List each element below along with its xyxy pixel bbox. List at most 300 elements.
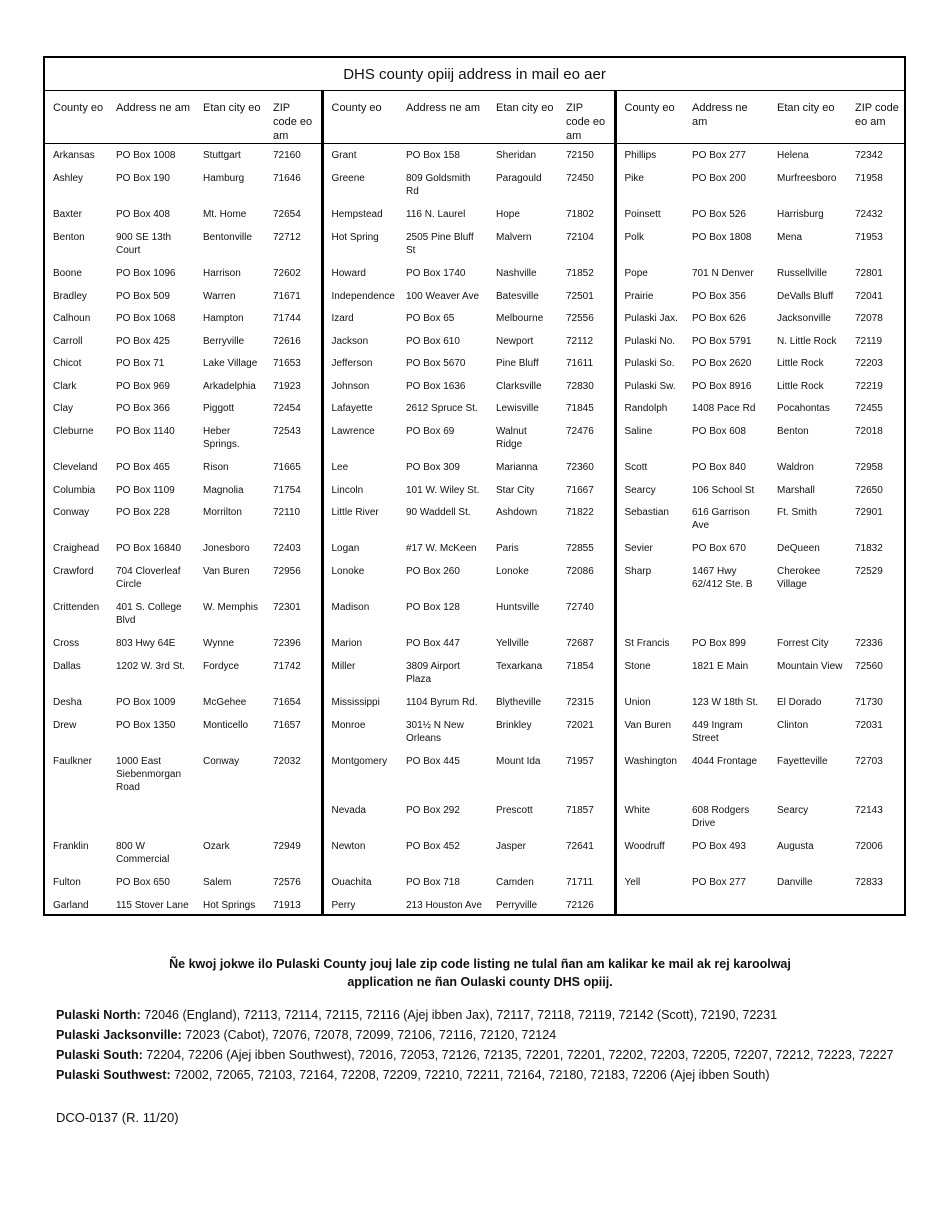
table-cell <box>847 894 905 915</box>
table-cell: Union <box>615 691 684 714</box>
table-cell: 72703 <box>855 755 883 767</box>
table-cell: 71646 <box>273 172 301 184</box>
table-cell: Madison <box>322 596 398 632</box>
table-cell: Blytheville <box>496 696 542 708</box>
pulaski-jacksonville-zips: 72023 (Cabot), 72076, 72078, 72099, 72106, 72116, 72120, 72124 <box>181 1028 557 1042</box>
table-cell <box>769 596 847 632</box>
table-cell: Huntsville <box>496 601 540 613</box>
table-cell: Cleburne <box>53 425 94 437</box>
table-cell: Sheridan <box>496 150 537 161</box>
table-cell: 71654 <box>273 696 301 708</box>
table-cell: Calhoun <box>53 312 91 324</box>
table-cell <box>615 596 684 632</box>
table-row <box>44 632 905 655</box>
table-cell: PO Box 1636 <box>406 380 466 392</box>
table-title: DHS county opiij address in mail eo aer <box>44 57 905 91</box>
table-cell <box>44 799 108 835</box>
table-row <box>44 330 905 352</box>
table-cell: 72650 <box>855 484 883 496</box>
pulaski-jacksonville-label: Pulaski Jacksonville: <box>56 1028 182 1042</box>
table-cell: Howard <box>322 262 398 285</box>
table-cell: 71958 <box>855 172 883 184</box>
table-cell: 72560 <box>855 660 883 672</box>
table-cell: 1408 Pace Rd <box>692 402 756 414</box>
table-cell: Perryville <box>496 899 538 911</box>
table-cell: Marion <box>322 632 398 655</box>
table-cell: Pulaski So. <box>615 352 684 375</box>
table-cell: PO Box 1140 <box>116 425 175 437</box>
table-cell: Lewisville <box>496 402 539 414</box>
table-cell: Baxter <box>53 208 82 220</box>
table-cell: Fulton <box>53 876 81 888</box>
table-cell: 90 Waddell St. <box>406 506 471 518</box>
table-cell: PO Box 2620 <box>692 357 752 369</box>
column-header: Address ne am <box>684 91 769 144</box>
table-cell: 72476 <box>566 425 594 437</box>
table-cell: PO Box 277 <box>692 150 746 161</box>
table-cell: Paris <box>496 542 519 554</box>
table-cell: Heber Springs. <box>203 425 240 450</box>
table-cell: Johnson <box>322 375 398 397</box>
table-cell: Van Buren <box>615 714 684 750</box>
table-cell: Mena <box>777 231 803 243</box>
table-cell: Garland <box>53 899 89 911</box>
table-cell: Ouachita <box>322 871 398 894</box>
table-cell: Mississippi <box>322 691 398 714</box>
table-cell: Monticello <box>203 719 249 731</box>
table-cell: PO Box 1740 <box>406 267 466 279</box>
table-cell: Mt. Home <box>203 208 247 220</box>
table-cell: Lee <box>322 456 398 479</box>
table-cell: 72432 <box>855 208 883 220</box>
table-row <box>44 375 905 397</box>
table-cell: 72160 <box>273 150 301 161</box>
table-cell: Desha <box>53 696 82 708</box>
table-cell: Van Buren <box>203 565 250 577</box>
table-cell: 72018 <box>855 425 883 437</box>
table-cell: Miller <box>322 655 398 691</box>
table-cell: Dallas <box>53 660 81 672</box>
table-cell: N. Little Rock <box>777 335 837 347</box>
table-cell: 2505 Pine Bluff St <box>406 231 474 256</box>
table-cell: Rison <box>203 461 229 473</box>
table-cell: Russellville <box>777 267 828 279</box>
table-row <box>44 307 905 330</box>
table-cell: PO Box 626 <box>692 312 746 324</box>
table-cell: 72958 <box>855 461 883 473</box>
table-cell: 72740 <box>566 601 594 613</box>
table-cell: PO Box 356 <box>692 290 746 302</box>
table-cell: 1202 W. 3rd St. <box>116 660 185 672</box>
table-cell: PO Box 228 <box>116 506 170 518</box>
table-cell: PO Box 309 <box>406 461 460 473</box>
table-cell: Cross <box>53 637 80 649</box>
table-cell: 72143 <box>855 804 883 816</box>
table-cell: Franklin <box>53 840 89 852</box>
table-cell: 72901 <box>855 506 883 518</box>
table-cell: Jacksonville <box>777 312 831 324</box>
table-cell: 72396 <box>273 637 301 649</box>
table-cell: Lonoke <box>496 565 529 577</box>
table-cell: Columbia <box>53 484 96 496</box>
pulaski-north-zips: 72046 (England), 72113, 72114, 72115, 72116 (Ajej ibben Jax), 72117, 72118, 72119, 72142 (Scott), 72190, 72231 <box>140 1008 778 1022</box>
table-cell: 2612 Spruce St. <box>406 402 478 414</box>
table-cell: Melbourne <box>496 312 544 324</box>
table-cell: Arkadelphia <box>203 380 256 392</box>
table-cell: PO Box 1350 <box>116 719 176 731</box>
table-row <box>44 262 905 285</box>
pulaski-north-label: Pulaski North: <box>56 1008 141 1022</box>
table-cell: Lawrence <box>322 420 398 456</box>
table-cell: 72687 <box>566 637 594 649</box>
table-cell: Wynne <box>203 637 235 649</box>
table-cell: Marianna <box>496 461 538 473</box>
column-header: Address ne am <box>398 91 488 144</box>
table-cell: Prescott <box>496 804 533 816</box>
table-cell: 1104 Byrum Rd. <box>406 696 478 708</box>
table-cell: 71802 <box>566 208 594 220</box>
table-cell: 71653 <box>273 357 301 369</box>
table-row <box>44 799 905 835</box>
table-cell: Benton <box>53 231 85 243</box>
pulaski-southwest-zips: 72002, 72065, 72103, 72164, 72208, 72209, 72210, 72211, 72164, 72180, 72183, 72206 (Ajej ibben South) <box>170 1068 770 1082</box>
table-cell: McGehee <box>203 696 247 708</box>
table-cell: Pulaski No. <box>615 330 684 352</box>
table-cell: Nevada <box>322 799 398 835</box>
table-cell: 71923 <box>273 380 301 392</box>
table-cell: Phillips <box>615 144 684 167</box>
table-cell: Yell <box>615 871 684 894</box>
table-cell: 71671 <box>273 290 301 302</box>
table-cell: PO Box 509 <box>116 290 170 302</box>
table-cell: El Dorado <box>777 696 822 708</box>
pulaski-south-line <box>56 1045 936 1065</box>
table-cell: 4044 Frontage <box>692 755 758 767</box>
pulaski-southwest-label: Pulaski Southwest: <box>56 1068 171 1082</box>
table-cell: Boone <box>53 267 82 279</box>
table-row <box>44 560 905 596</box>
table-cell: 115 Stover Lane <box>116 899 189 911</box>
table-cell: Pike <box>615 167 684 203</box>
table-cell: Searcy <box>777 804 809 816</box>
table-cell: Little River <box>322 501 398 537</box>
table-cell: PO Box 292 <box>406 804 460 816</box>
table-cell: Clay <box>53 402 74 414</box>
table-cell: PO Box 1068 <box>116 312 176 324</box>
table-row <box>44 203 905 226</box>
table-cell: PO Box 1008 <box>116 150 176 161</box>
table-cell: Waldron <box>777 461 814 473</box>
table-cell: Lake Village <box>203 357 258 369</box>
table-cell: Clinton <box>777 719 809 731</box>
table-cell: Jasper <box>496 840 527 852</box>
table-cell: Arkansas <box>53 150 95 161</box>
table-cell: PO Box 71 <box>116 357 165 369</box>
table-cell: Magnolia <box>203 484 244 496</box>
table-cell: Sharp <box>615 560 684 596</box>
table-cell: Warren <box>203 290 236 302</box>
table-cell: PO Box 670 <box>692 542 746 554</box>
table-cell: PO Box 452 <box>406 840 460 852</box>
pulaski-jacksonville-line <box>56 1025 936 1045</box>
table-cell <box>265 799 322 835</box>
pulaski-south-label: Pulaski South: <box>56 1048 143 1062</box>
table-cell: Saline <box>615 420 684 456</box>
table-cell: 72110 <box>273 506 301 518</box>
table-cell: Lincoln <box>322 479 398 501</box>
table-cell: 72336 <box>855 637 883 649</box>
table-cell: Fayetteville <box>777 755 828 767</box>
table-cell: Drew <box>53 719 77 731</box>
table-cell: 1000 East Siebenmorgan Road <box>116 755 182 793</box>
table-cell: 72576 <box>273 876 301 888</box>
table-cell: Hamburg <box>203 172 245 184</box>
table-cell: 71852 <box>566 267 594 279</box>
table-cell: Harrison <box>203 267 241 279</box>
table-row <box>44 714 905 750</box>
table-cell <box>195 799 265 835</box>
table-cell: Helena <box>777 150 809 161</box>
table-cell: Pulaski Sw. <box>615 375 684 397</box>
table-row <box>44 501 905 537</box>
table-cell: Jackson <box>322 330 398 352</box>
table-row <box>44 537 905 560</box>
table-cell: Little Rock <box>777 380 824 392</box>
column-header: ZIP code eo am <box>558 91 615 144</box>
table-cell: Hope <box>496 208 520 220</box>
table-cell: PO Box 608 <box>692 425 746 437</box>
table-cell: 704 Cloverleaf Circle <box>116 565 181 590</box>
table-cell: Hempstead <box>322 203 398 226</box>
table-cell: Conway <box>203 755 240 767</box>
table-cell: W. Memphis <box>203 601 259 613</box>
table-cell: 72450 <box>566 172 594 184</box>
table-cell: 608 Rodgers Drive <box>692 804 750 829</box>
table-cell: 71730 <box>855 696 883 708</box>
table-cell: 71832 <box>855 542 883 554</box>
table-cell: 1467 Hwy 62/412 Ste. B <box>692 565 753 590</box>
table-cell: Sevier <box>615 537 684 560</box>
table-cell: Cherokee Village <box>777 565 821 590</box>
table-cell: PO Box 200 <box>692 172 746 184</box>
table-cell: 803 Hwy 64E <box>116 637 176 649</box>
table-cell: Sebastian <box>615 501 684 537</box>
table-cell: Greene <box>322 167 398 203</box>
table-cell: White <box>615 799 684 835</box>
table-cell: 72006 <box>855 840 883 852</box>
table-header-row <box>44 91 905 144</box>
table-cell: 71857 <box>566 804 594 816</box>
table-cell: 72031 <box>855 719 883 731</box>
table-cell: Salem <box>203 876 232 888</box>
table-cell: Newton <box>322 835 398 871</box>
table-cell: 72949 <box>273 840 301 852</box>
table-cell: 71754 <box>273 484 301 496</box>
table-cell: Montgomery <box>322 750 398 799</box>
table-cell: PO Box 8916 <box>692 380 752 392</box>
table-cell: PO Box 1109 <box>116 484 175 496</box>
table-cell: 106 School St <box>692 484 755 496</box>
table-cell: Mountain View <box>777 660 843 672</box>
table-row <box>44 144 905 167</box>
table-cell: Murfreesboro <box>777 172 837 184</box>
county-address-table-wrap <box>43 56 904 916</box>
table-cell: PO Box 1096 <box>116 267 176 279</box>
table-cell: 101 W. Wiley St. <box>406 484 480 496</box>
table-cell: Craighead <box>53 542 100 554</box>
table-cell <box>615 894 684 915</box>
table-cell: 72501 <box>566 290 594 302</box>
table-cell: 72032 <box>273 755 301 767</box>
table-cell: Morrilton <box>203 506 242 518</box>
table-cell: Stuttgart <box>203 150 241 161</box>
table-cell: PO Box 65 <box>406 312 455 324</box>
table-cell: 72360 <box>566 461 594 473</box>
table-row <box>44 397 905 420</box>
table-body <box>44 144 905 915</box>
table-cell: PO Box 366 <box>116 402 170 414</box>
table-cell: Augusta <box>777 840 814 852</box>
table-cell: PO Box 16840 <box>116 542 182 554</box>
table-cell: Camden <box>496 876 534 888</box>
table-row <box>44 226 905 262</box>
table-cell: Mount Ida <box>496 755 541 767</box>
table-row <box>44 420 905 456</box>
table-cell: 72112 <box>566 335 594 347</box>
table-cell: Lafayette <box>322 397 398 420</box>
table-cell: PO Box 718 <box>406 876 460 888</box>
table-cell: Pocahontas <box>777 402 830 414</box>
table-cell: 100 Weaver Ave <box>406 290 480 302</box>
table-cell: 72616 <box>273 335 301 347</box>
table-cell: Randolph <box>615 397 684 420</box>
table-cell: 3809 Airport Plaza <box>406 660 460 685</box>
table-cell: PO Box 69 <box>406 425 455 437</box>
table-cell: 71854 <box>566 660 594 672</box>
table-cell: Nashville <box>496 267 537 279</box>
table-row <box>44 352 905 375</box>
table-cell: Benton <box>777 425 809 437</box>
table-cell: Fordyce <box>203 660 240 672</box>
table-cell: Hot Spring <box>322 226 398 262</box>
table-cell: Little Rock <box>777 357 824 369</box>
table-cell: Pope <box>615 262 684 285</box>
table-cell: PO Box 610 <box>406 335 460 347</box>
table-cell: Danville <box>777 876 813 888</box>
table-cell: Crittenden <box>53 601 100 613</box>
column-header: ZIP code eo am <box>847 91 905 144</box>
table-cell: 71953 <box>855 231 883 243</box>
table-cell: 72654 <box>273 208 301 220</box>
table-cell <box>684 894 769 915</box>
table-cell: Ft. Smith <box>777 506 818 518</box>
table-cell: 72830 <box>566 380 594 392</box>
table-cell: 72104 <box>566 231 594 243</box>
table-cell: PO Box 526 <box>692 208 746 220</box>
table-cell: Hot Springs <box>203 899 256 911</box>
column-header: County eo <box>44 91 108 144</box>
table-cell: Perry <box>322 894 398 915</box>
table-cell: PO Box 190 <box>116 172 170 184</box>
table-cell: 72833 <box>855 876 883 888</box>
table-cell: Batesville <box>496 290 539 302</box>
table-cell: 72301 <box>273 601 301 613</box>
table-cell: 72086 <box>566 565 594 577</box>
table-cell: 72543 <box>273 425 301 437</box>
table-cell: 72119 <box>855 335 883 347</box>
table-cell: PO Box 158 <box>406 150 460 161</box>
table-cell: Conway <box>53 506 90 518</box>
table-cell: Monroe <box>322 714 398 750</box>
table-cell: 116 N. Laurel <box>406 208 466 220</box>
table-cell: Star City <box>496 484 535 496</box>
column-header: County eo <box>322 91 398 144</box>
table-cell: 72041 <box>855 290 883 302</box>
table-cell: Newport <box>496 335 534 347</box>
table-cell: Harrisburg <box>777 208 824 220</box>
table-row <box>44 871 905 894</box>
table-cell: 71667 <box>566 484 594 496</box>
table-row <box>44 655 905 691</box>
table-cell: Marshall <box>777 484 815 496</box>
table-cell: PO Box 1808 <box>692 231 752 243</box>
table-cell: 449 Ingram Street <box>692 719 743 744</box>
table-cell: 72529 <box>855 565 883 577</box>
table-cell: Bradley <box>53 290 87 302</box>
table-cell: 301½ N New Orleans <box>406 719 464 744</box>
table-cell: PO Box 899 <box>692 637 746 649</box>
table-cell: Polk <box>615 226 684 262</box>
table-cell: 71913 <box>273 899 301 911</box>
table-cell: Brinkley <box>496 719 532 731</box>
table-cell: PO Box 408 <box>116 208 170 220</box>
table-cell: 71657 <box>273 719 301 731</box>
table-cell: Ashley <box>53 172 84 184</box>
table-cell: Washington <box>615 750 684 799</box>
table-cell: Prairie <box>615 285 684 307</box>
table-cell: Lonoke <box>322 560 398 596</box>
table-cell: PO Box 128 <box>406 601 460 613</box>
table-cell: Forrest City <box>777 637 829 649</box>
table-cell: Texarkana <box>496 660 543 672</box>
table-cell: PO Box 5791 <box>692 335 752 347</box>
table-cell <box>108 799 195 835</box>
table-cell: 900 SE 13th Court <box>116 231 172 256</box>
table-cell: Berryville <box>203 335 245 347</box>
table-row <box>44 750 905 799</box>
table-cell: 71957 <box>566 755 594 767</box>
table-row <box>44 456 905 479</box>
table-cell: Izard <box>322 307 398 330</box>
table-cell: 71742 <box>273 660 301 672</box>
table-row <box>44 691 905 714</box>
table-cell: 72342 <box>855 150 883 161</box>
table-cell <box>769 894 847 915</box>
table-cell: 72454 <box>273 402 301 414</box>
table-cell: 72855 <box>566 542 594 554</box>
column-header: County eo <box>615 91 684 144</box>
table-cell: 72556 <box>566 312 594 324</box>
table-cell: 72126 <box>566 899 594 911</box>
table-cell: 123 W 18th St. <box>692 696 759 708</box>
table-cell: 1821 E Main <box>692 660 749 672</box>
table-cell: 72078 <box>855 312 883 324</box>
column-header: Etan city eo <box>488 91 558 144</box>
table-cell: 72956 <box>273 565 301 577</box>
table-row <box>44 835 905 871</box>
table-cell: Stone <box>615 655 684 691</box>
table-cell: Cleveland <box>53 461 98 473</box>
